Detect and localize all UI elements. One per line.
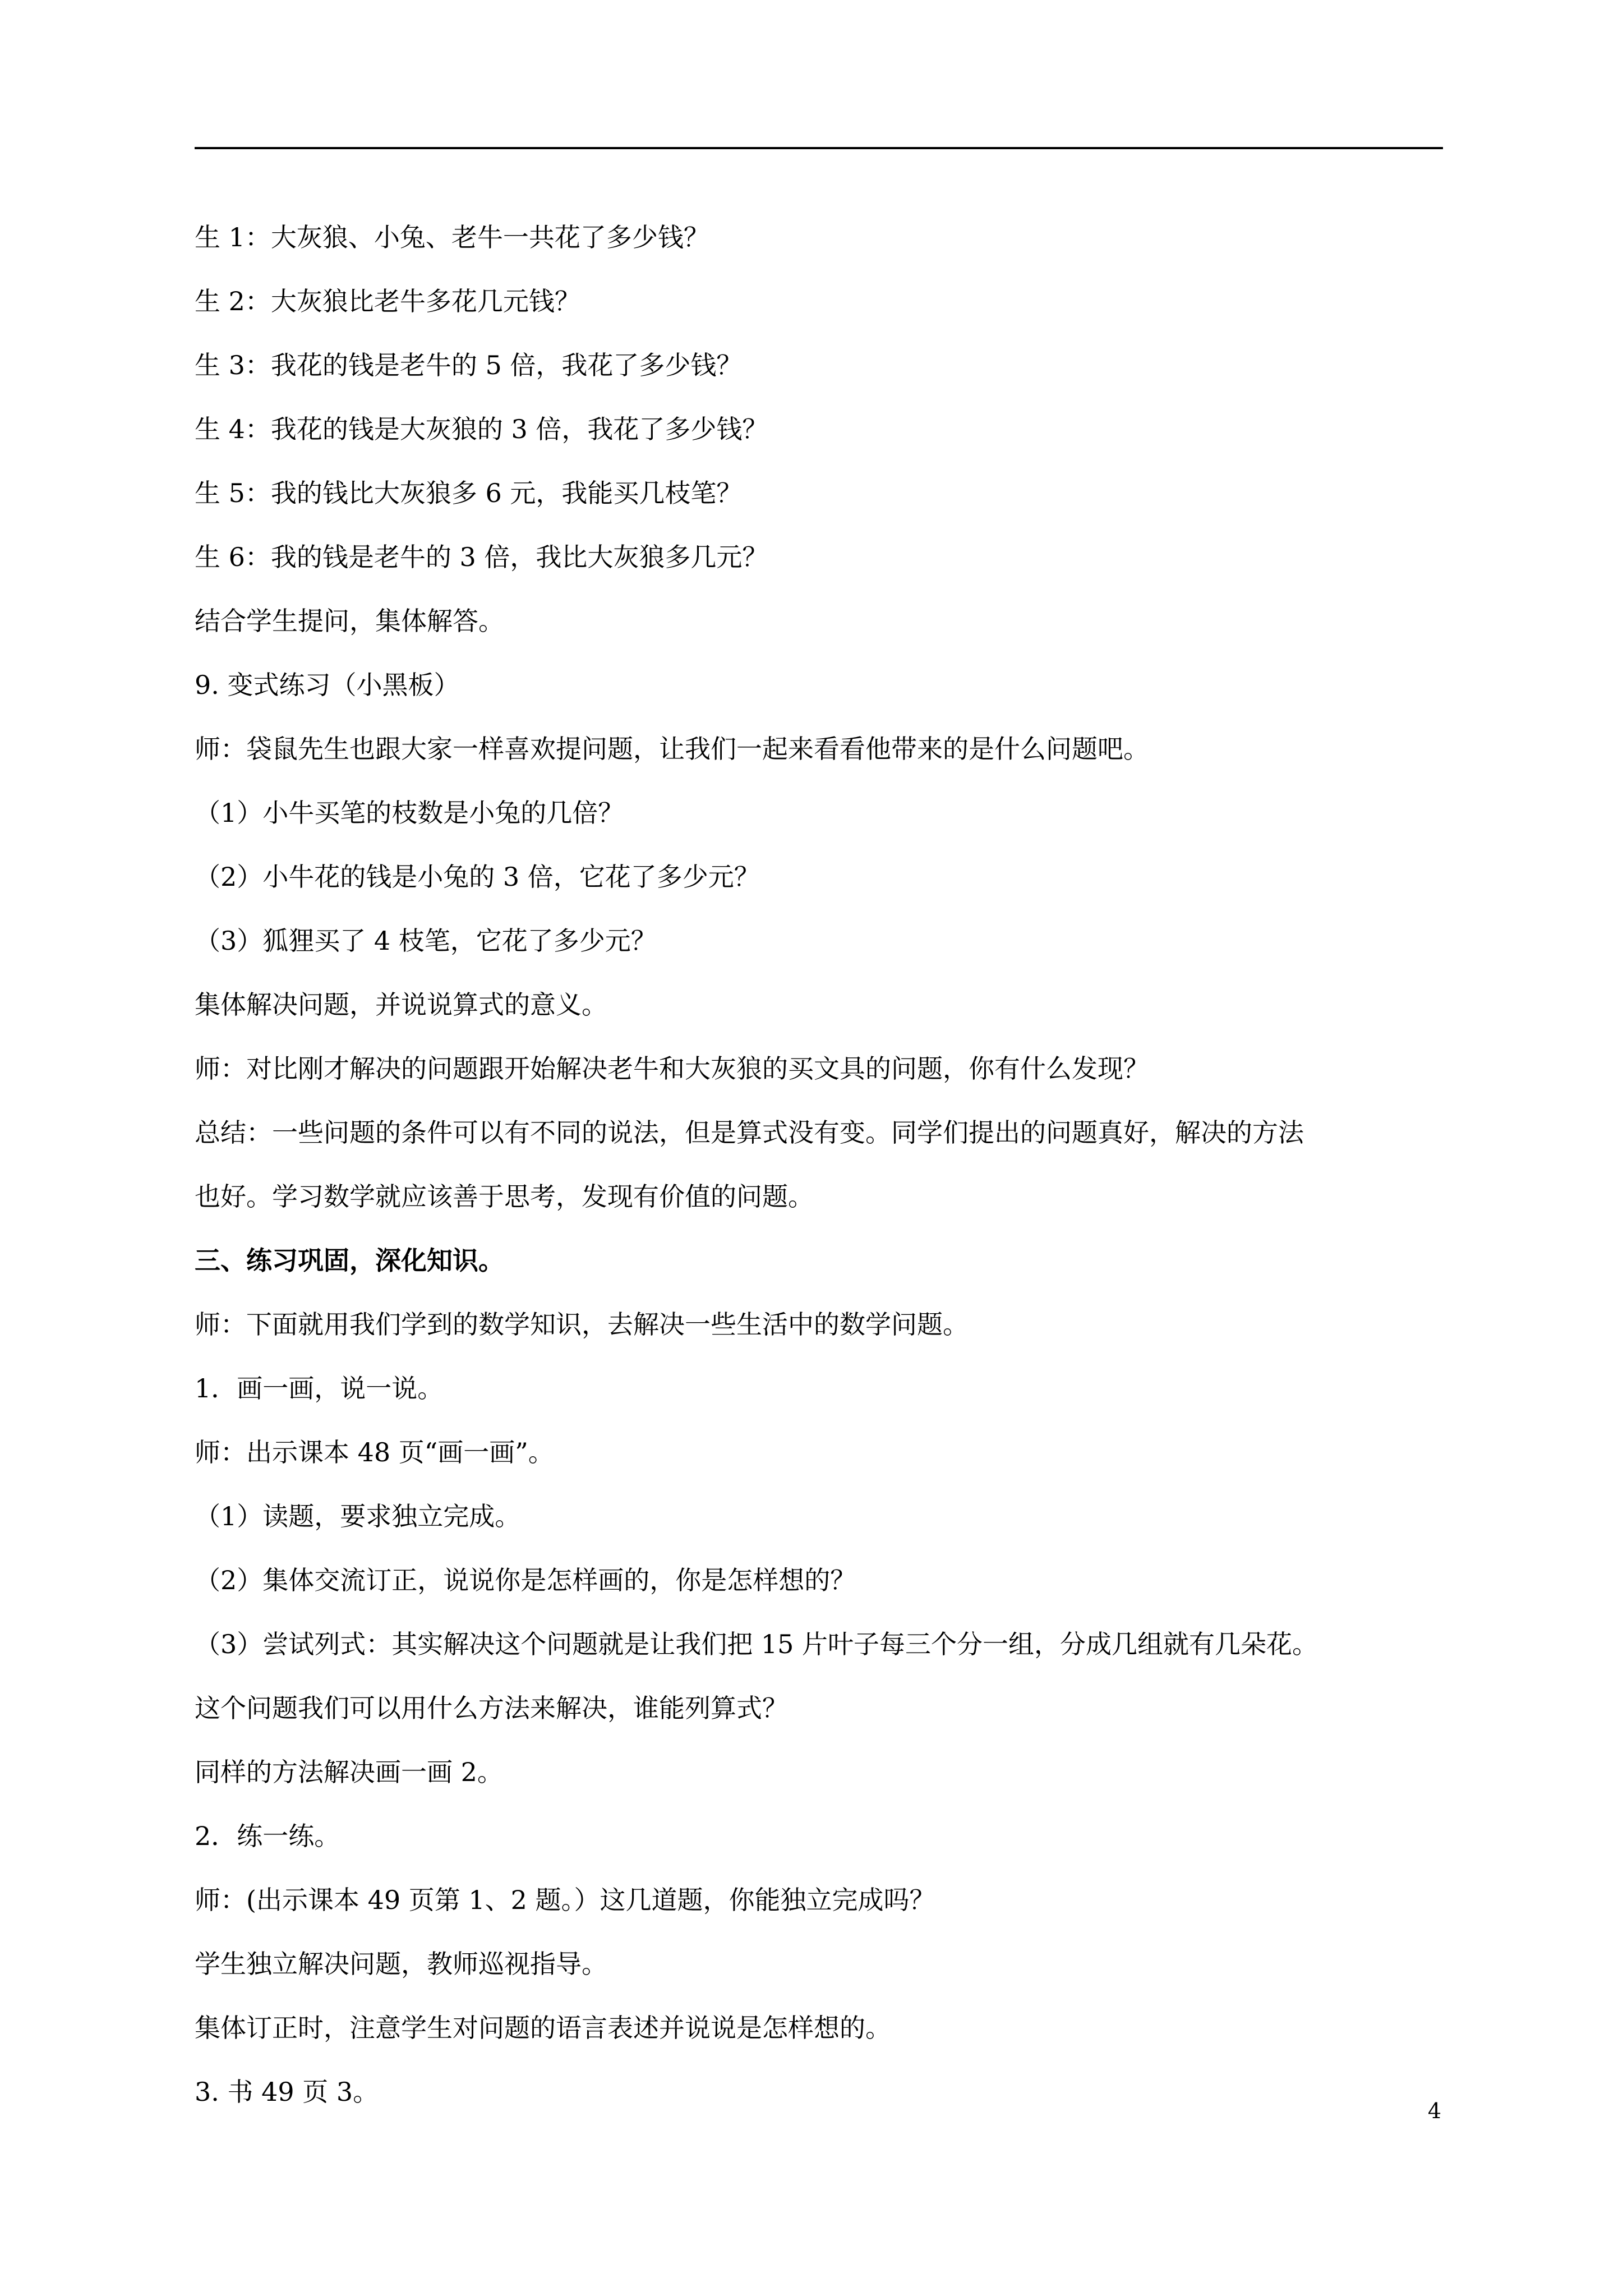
text-line: 也好。学习数学就应该善于思考，发现有价值的问题。	[195, 1181, 814, 1212]
list-item: （2）小牛花的钱是小兔的 3 倍，它花了多少元？	[195, 862, 760, 892]
page-number: 4	[1427, 2099, 1441, 2123]
text-line: 师：下面就用我们学到的数学知识，去解决一些生活中的数学问题。	[195, 1309, 969, 1340]
text-line: 生 6：我的钱是老牛的 3 倍，我比大灰狼多几元？	[195, 542, 768, 572]
text-line: 同样的方法解决画一画 2。	[195, 1757, 503, 1787]
text-line: 生 3：我花的钱是老牛的 5 倍，我花了多少钱？	[195, 350, 743, 380]
list-item: （1）小牛买笔的枝数是小兔的几倍？	[195, 798, 624, 828]
text-line: 生 5：我的钱比大灰狼多 6 元，我能买几枝笔？	[195, 478, 743, 508]
text-line: 生 1：大灰狼、小兔、老牛一共花了多少钱？	[195, 222, 709, 252]
text-line: 师：出示课本 48 页“画一画”。	[195, 1437, 554, 1467]
section-heading: 3. 书 49 页 3。	[195, 2077, 379, 2107]
header-rule	[195, 147, 1443, 149]
list-item: （3）狐狸买了 4 枝笔，它花了多少元？	[195, 926, 657, 956]
text-line: 这个问题我们可以用什么方法来解决，谁能列算式？	[195, 1693, 788, 1723]
list-item: （1）读题，要求独立完成。	[195, 1501, 521, 1531]
document-body	[195, 205, 1443, 2124]
text-line: 结合学生提问，集体解答。	[195, 606, 504, 636]
text-line: 总结：一些问题的条件可以有不同的说法，但是算式没有变。同学们提出的问题真好，解决的方法	[195, 1117, 1304, 1148]
text-line: 师：对比刚才解决的问题跟开始解决老牛和大灰狼的买文具的问题，你有什么发现？	[195, 1053, 1149, 1084]
list-item: （3）尝试列式：其实解决这个问题就是让我们把 15 片叶子每三个分一组，分成几组就有几朵花。	[195, 1629, 1318, 1659]
section-heading: 三、练习巩固，深化知识。	[195, 1245, 504, 1276]
text-line: 生 4：我花的钱是大灰狼的 3 倍，我花了多少钱？	[195, 414, 768, 444]
text-line: 生 2：大灰狼比老牛多花几元钱？	[195, 286, 580, 316]
text-line: 学生独立解决问题，教师巡视指导。	[195, 1949, 607, 1979]
section-heading: 9. 变式练习（小黑板）	[195, 670, 460, 700]
text-line: 师：(出示课本 49 页第 1、2 题。）这几道题，你能独立完成吗？	[195, 1885, 935, 1915]
text-line: 集体解决问题，并说说算式的意义。	[195, 990, 607, 1020]
text-line: 集体订正时，注意学生对问题的语言表述并说说是怎样想的。	[195, 2013, 891, 2043]
text-line: 师：袋鼠先生也跟大家一样喜欢提问题，让我们一起来看看他带来的是什么问题吧。	[195, 734, 1149, 764]
section-heading: 1．画一画，说一说。	[195, 1373, 444, 1404]
section-heading: 2．练一练。	[195, 1821, 340, 1851]
list-item: （2）集体交流订正，说说你是怎样画的，你是怎样想的？	[195, 1565, 856, 1595]
